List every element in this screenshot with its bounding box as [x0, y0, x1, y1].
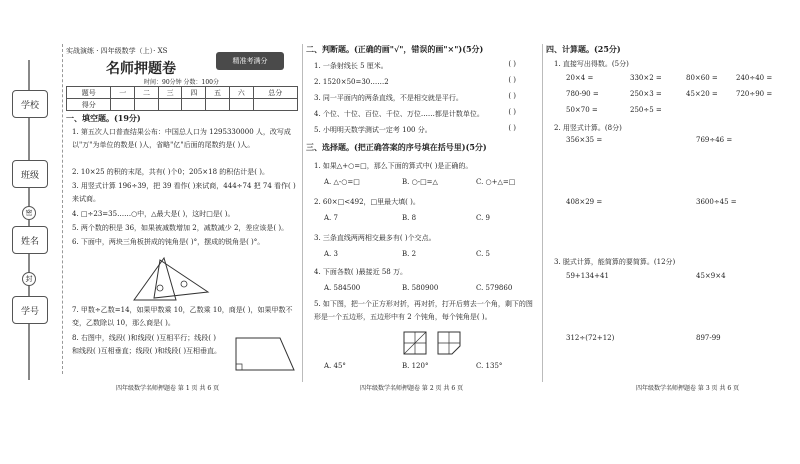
choice-option[interactable]: A. 584500 [324, 284, 361, 292]
direct-calc[interactable]: 50×70 = [566, 106, 598, 114]
direct-calc[interactable]: 80×60 = [686, 74, 718, 82]
question-1: 1. 第五次人口普查结果公布：中国总人口为 1295330000 人，改写成以"万"为单位的数是( )人，省略"亿"后面的尾数约是( )人。 [72, 128, 291, 149]
direct-calc[interactable]: 250×3 = [630, 90, 662, 98]
choice-1: 1. 如果△+○=□，那么下面的算式中( )是正确的。 [314, 162, 473, 170]
direct-calc[interactable]: 240÷40 = [736, 74, 773, 82]
score-cell[interactable] [253, 99, 297, 111]
folded-square-figure [402, 330, 472, 356]
stamp-badge: 精准考满分 [216, 52, 284, 70]
choice-option[interactable]: B. 120° [402, 362, 429, 370]
vertical-calc[interactable]: 408×29 = [566, 198, 603, 206]
direct-calc[interactable]: 720÷90 = [736, 90, 773, 98]
vertical-calc[interactable]: 3600÷45 = [696, 198, 737, 206]
calc-subsection-2: 2. 用竖式计算。(8分) [554, 124, 622, 132]
trapezoid-figure [228, 334, 298, 374]
section-fill-blank: 一、填空题。(19分) [66, 113, 141, 123]
score-cell[interactable] [229, 99, 253, 111]
score-cell[interactable] [206, 99, 230, 111]
choice-option[interactable]: B. 8 [402, 214, 417, 222]
cut-line [62, 44, 63, 374]
answer-paren[interactable]: ( ) [508, 124, 516, 132]
direct-calc[interactable]: 45×20 = [686, 90, 718, 98]
direct-calc[interactable]: 780-90 = [566, 90, 599, 98]
vertical-calc[interactable]: 769÷46 = [696, 136, 733, 144]
choice-option[interactable]: A. 7 [324, 214, 338, 222]
choice-option[interactable]: B. ○-□=△ [402, 178, 438, 186]
section-multiple-choice: 三、选择题。(把正确答案的序号填在括号里)(5分) [306, 142, 487, 152]
score-header-cell: 六 [229, 87, 253, 99]
choice-option[interactable]: A. 45° [324, 362, 346, 370]
direct-calc[interactable]: 250÷5 = [630, 106, 662, 114]
answer-paren[interactable]: ( ) [508, 76, 516, 84]
direct-calc[interactable]: 20×4 = [566, 74, 594, 82]
student-id-field[interactable]: 学号 [12, 296, 48, 324]
question-7: 7. 甲数÷乙数=14，如果甲数乘 10，乙数乘 10，商是( )，如果甲数不变，乙数除以 10，那么商是( )。 [72, 306, 293, 327]
table-row [67, 87, 298, 99]
page-footer: 四年级数学名师押题卷 第 1 页 共 6 页 [116, 385, 220, 392]
score-cell[interactable] [111, 99, 135, 111]
question-6: 6. 下面中，两块三角板拼成的钝角是( )°，摆成的锐角是( )°。 [72, 238, 265, 246]
answer-paren[interactable]: ( ) [508, 92, 516, 100]
name-field[interactable]: 姓名 [12, 226, 48, 254]
sidebar-binding-strip [0, 0, 58, 464]
calc-subsection-3: 3. 脱式计算，能简算的要简算。(12分) [554, 258, 676, 266]
score-header-cell: 三 [158, 87, 182, 99]
choice-option[interactable]: B. 580900 [402, 284, 439, 292]
score-header-cell: 题号 [67, 87, 111, 99]
judge-5: 5. 小明明天数学测试一定考 100 分。 [314, 126, 432, 134]
judge-4: 4. 个位、十位、百位、千位、万位……都是计数单位。 [314, 110, 484, 118]
choice-2: 2. 60×□<492，□里最大填( )。 [314, 198, 420, 206]
school-field[interactable]: 学校 [12, 90, 48, 118]
choice-5: 5. 如下图，把一个正方形对折，再对折，打开后剪去一个角，剩下的图形是一个五边形，五边形中有 2 个钝角，每个钝角是( )。 [314, 300, 533, 321]
triangle-ruler-figure [124, 254, 224, 304]
time-info: 时间：90分钟 分数：100分 [144, 79, 219, 86]
step-calc[interactable]: 45×9×4 [696, 272, 726, 280]
answer-paren[interactable]: ( ) [508, 108, 516, 116]
choice-option[interactable]: C. 5 [476, 250, 491, 258]
choice-3: 3. 三条直线两两相交最多有( )个交点。 [314, 234, 436, 242]
column-divider [302, 44, 303, 382]
question-5: 5. 两个数的积是 36，如果被减数增加 2，减数减少 2，差应该是( )。 [72, 224, 289, 232]
seal-mark: 封 [22, 272, 36, 286]
column-divider [542, 44, 543, 382]
score-cell[interactable] [158, 99, 182, 111]
choice-option[interactable]: A. 3 [324, 250, 338, 258]
choice-4: 4. 下面各数( )最接近 58 万。 [314, 268, 407, 276]
answer-paren[interactable]: ( ) [508, 60, 516, 68]
question-2: 2. 10×25 的积的末尾，共有( )个0；205×18 的积估计是( )。 [72, 168, 269, 176]
judge-3: 3. 同一平面内的两条直线，不是相交就是平行。 [314, 94, 463, 102]
score-header-cell: 二 [135, 87, 159, 99]
page-footer: 四年级数学名师押题卷 第 3 页 共 6 页 [636, 385, 740, 392]
choice-option[interactable]: C. ○+△=□ [476, 178, 516, 186]
class-field[interactable]: 班级 [12, 160, 48, 188]
page-title: 名师押题卷 [106, 61, 176, 77]
section-calculation: 四、计算题。(25分) [546, 44, 621, 54]
vertical-calc[interactable]: 356×35 = [566, 136, 603, 144]
choice-option[interactable]: C. 9 [476, 214, 491, 222]
judge-1: 1. 一条射线长 5 厘米。 [314, 62, 388, 70]
question-3: 3. 用竖式计算 196÷39，把 39 看作( )来试商，444÷74 把 74 看作( )来试商。 [72, 182, 296, 203]
score-label-cell: 得分 [67, 99, 111, 111]
score-header-cell: 四 [182, 87, 206, 99]
section-true-false: 二、判断题。(正确的画"√"，错误的画"×")(5分) [306, 44, 484, 54]
seal-mark: 密 [22, 206, 36, 220]
judge-2: 2. 1520×50=30……2 [314, 78, 389, 86]
score-header-cell: 一 [111, 87, 135, 99]
step-calc[interactable]: 897-99 [696, 334, 721, 342]
question-8: 8. 右图中，线段( )和线段( )互相平行；线段( )和线段( )互相垂直；线段( )和线段( )互相垂直。 [72, 334, 222, 355]
step-calc[interactable]: 312÷(72+12) [566, 334, 615, 342]
score-header-cell: 五 [206, 87, 230, 99]
score-table [66, 86, 298, 111]
calc-subsection-1: 1. 直接写出得数。(5分) [554, 60, 629, 68]
score-header-cell: 总分 [253, 87, 297, 99]
question-4: 4. □÷23=35……○中，△最大是( )，这时□是( )。 [72, 210, 235, 218]
choice-option[interactable]: C. 135° [476, 362, 503, 370]
series-label: 实战演练 · 四年级数学（上）· XS [66, 47, 168, 55]
direct-calc[interactable]: 330×2 = [630, 74, 662, 82]
choice-option[interactable]: C. 579860 [476, 284, 513, 292]
step-calc[interactable]: 59+134+41 [566, 272, 609, 280]
score-cell[interactable] [182, 99, 206, 111]
table-row [67, 99, 298, 111]
choice-option[interactable]: B. 2 [402, 250, 417, 258]
page-footer: 四年级数学名师押题卷 第 2 页 共 6 页 [360, 385, 464, 392]
score-cell[interactable] [135, 99, 159, 111]
choice-option[interactable]: A. △-○=□ [324, 178, 360, 186]
